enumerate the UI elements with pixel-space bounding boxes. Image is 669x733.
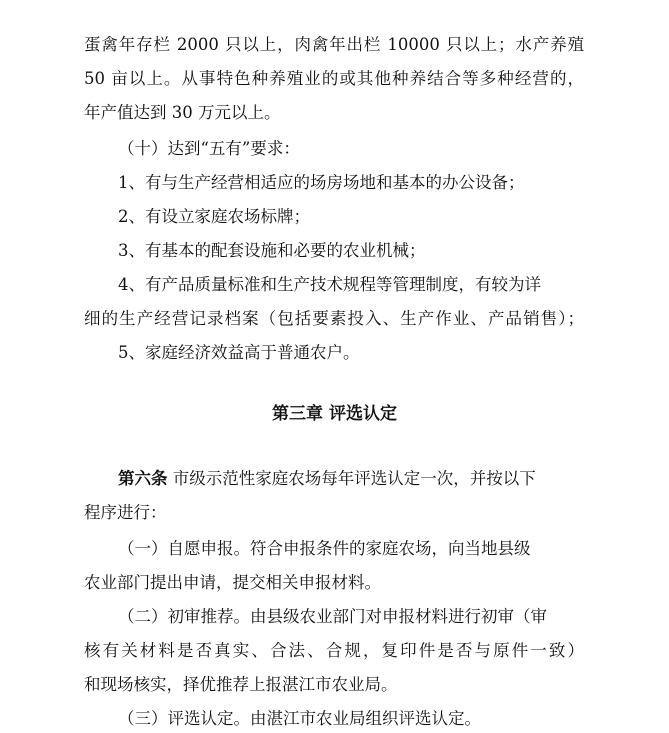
procedure-step-continuation: 核有关材料是否真实、合法、合规，复印件是否与原件一致） [84,641,584,660]
paragraph-line: 蛋禽年存栏 2000 只以上，肉禽年出栏 10000 只以上；水产养殖 [84,35,584,54]
article-line [118,468,584,490]
paragraph-line: 年产值达到 30 万元以上。 [84,103,281,122]
list-item: 2、有设立家庭农场标牌； [118,207,310,226]
paragraph-line: 50 亩以上。从事特色种养殖业的或其他种养结合等多种经营的， [84,69,584,88]
procedure-step: （二）初审推荐。由县级农业部门对申报材料进行初审（审 [118,607,547,626]
list-item: 4、有产品质量标准和生产技术规程等管理制度，有较为详 [118,275,541,294]
article-line: 程序进行： [84,503,167,522]
procedure-step-continuation: 和现场核实，择优推荐上报湛江市农业局。 [84,675,398,694]
list-item-continuation: 细的生产经营记录档案（包括要素投入、生产作业、产品销售）； [84,309,584,328]
procedure-step: （三）评选认定。由湛江市农业局组织评选认定。 [118,709,481,728]
procedure-step-continuation: 农业部门提出申请，提交相关申报材料。 [84,573,381,592]
procedure-step: （一）自愿申报。符合申报条件的家庭农场，向当地县级 [118,539,531,558]
chapter-title: 第三章 评选认定 [272,404,397,424]
list-item: 3、有基本的配套设施和必要的农业机械； [118,241,426,260]
item-heading: （十）达到“五有”要求： [118,139,300,158]
list-item: 5、家庭经济效益高于普通农户。 [118,343,360,362]
article-label: 第六条 [118,469,168,488]
article-text: 市级示范性家庭农场每年评选认定一次，并按以下 [167,469,536,488]
list-item: 1、有与生产经营相适应的场房场地和基本的办公设备； [118,173,525,192]
